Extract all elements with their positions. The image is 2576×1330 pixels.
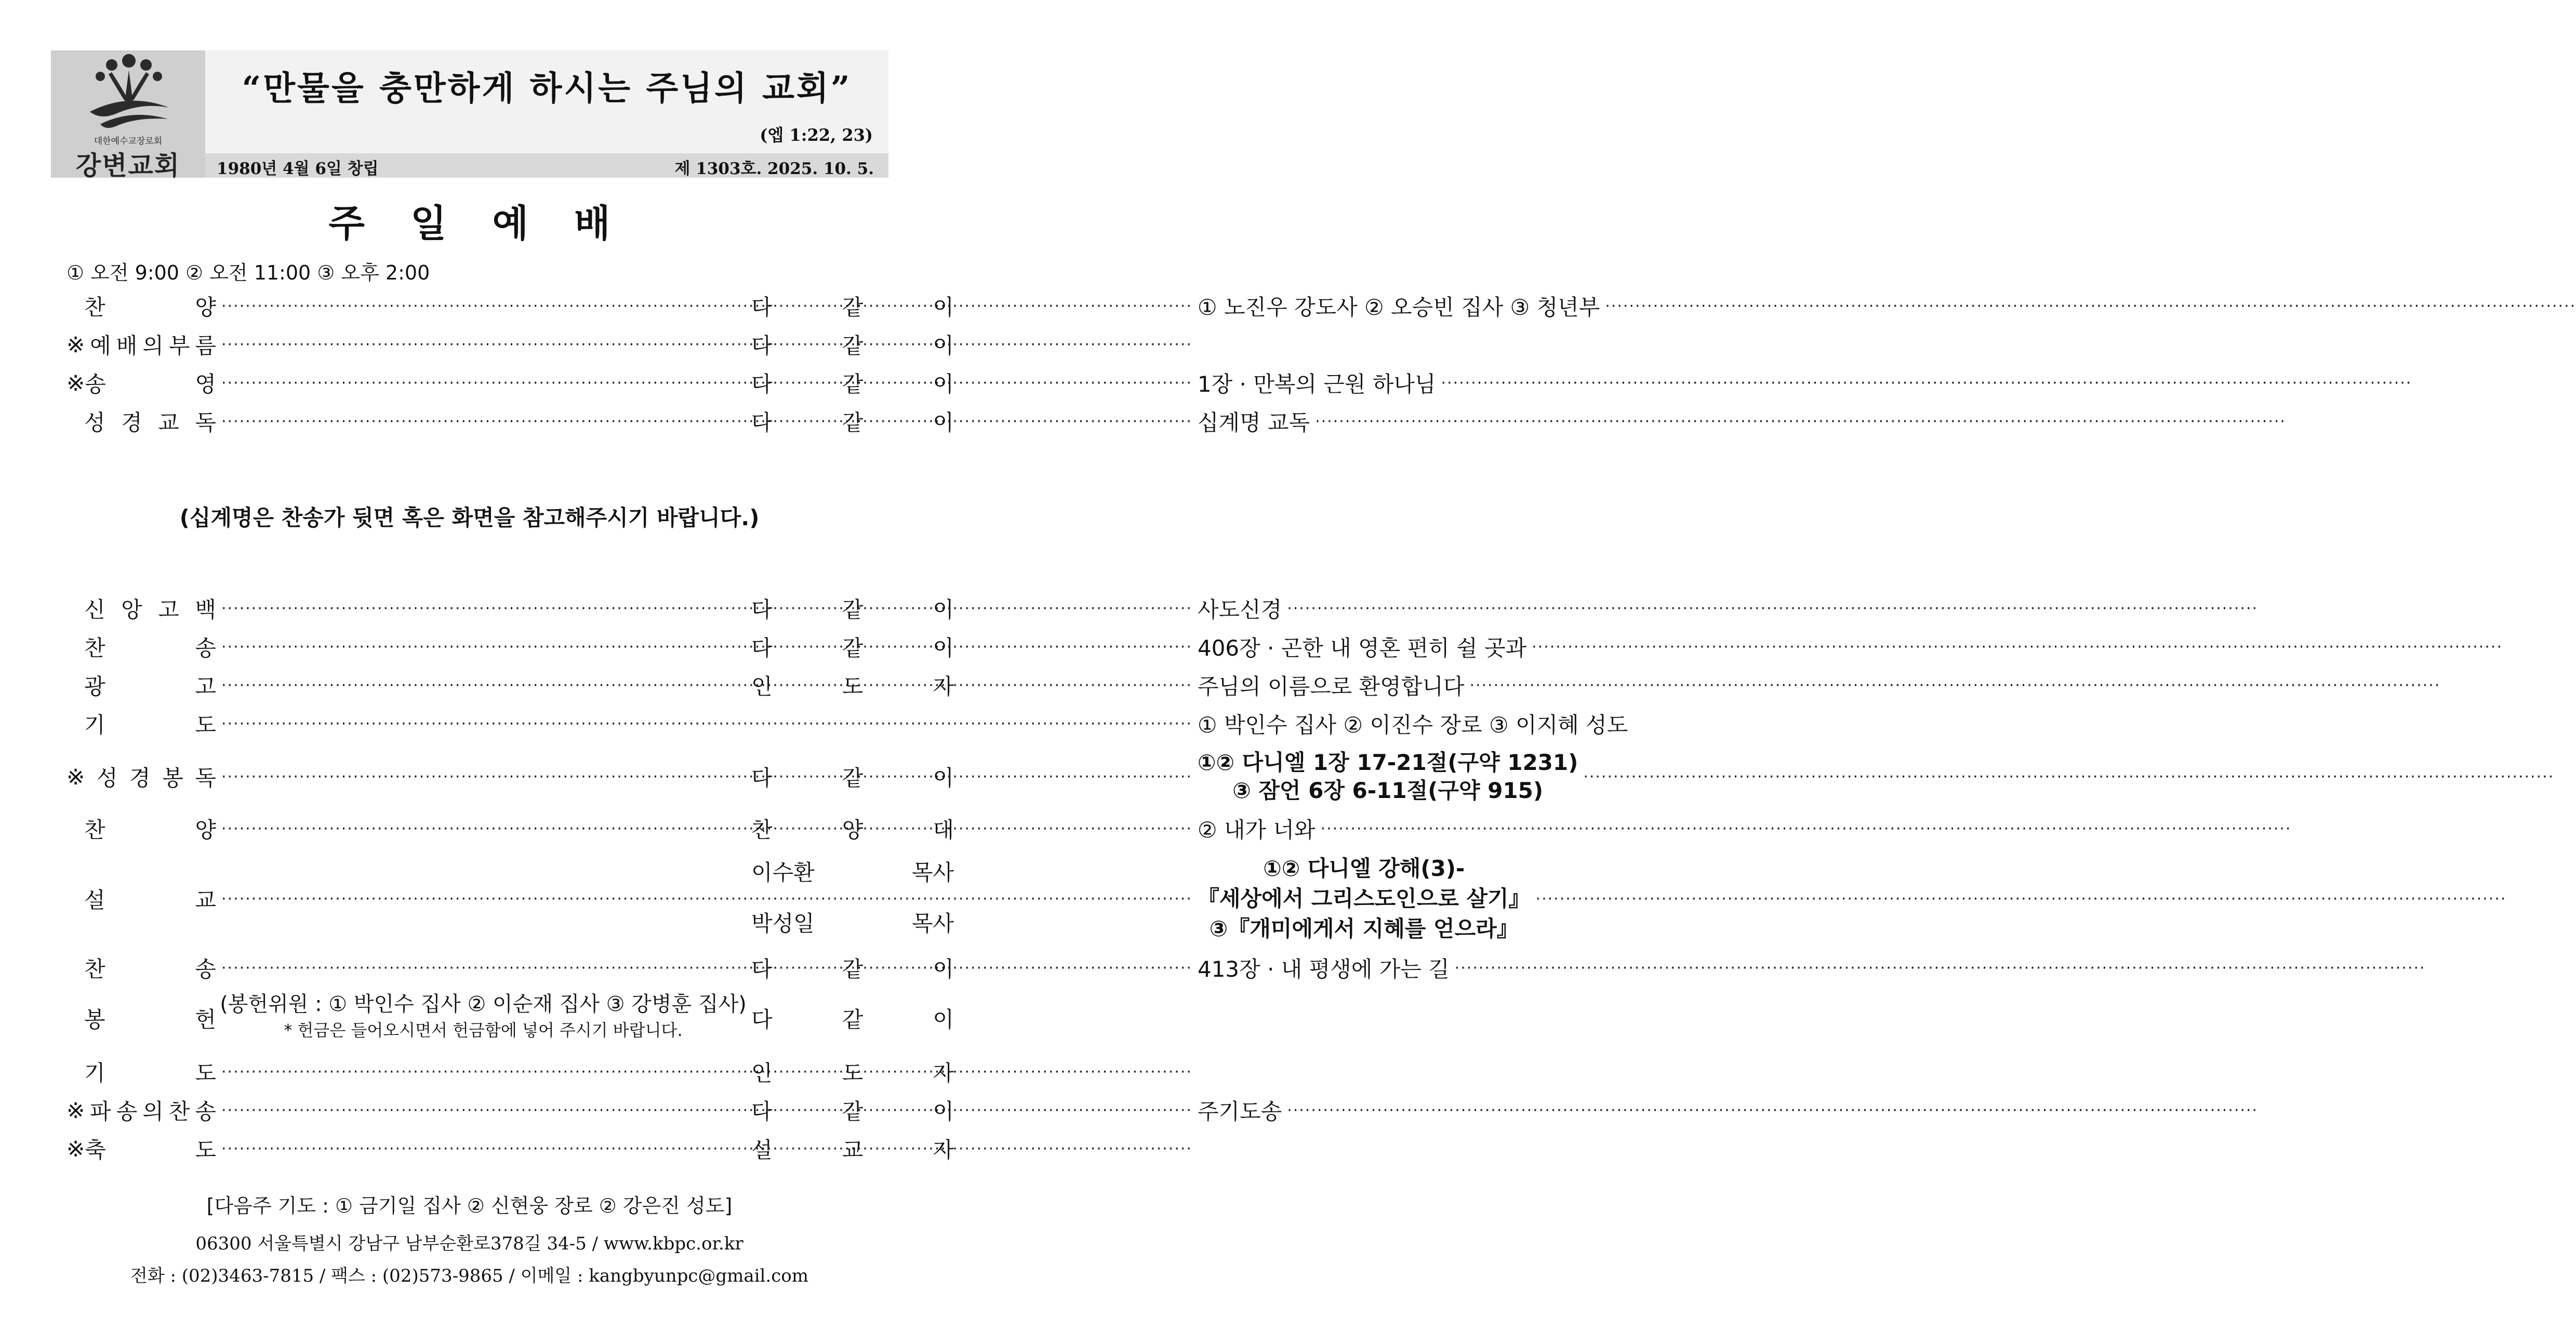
order-label: 봉 헌 (84, 1007, 216, 1032)
leader-dots (221, 405, 1192, 438)
order-row-choir (67, 812, 1316, 845)
order-performer: 다 같 이 (751, 956, 954, 982)
bulletin-header (51, 50, 888, 181)
preacher-1: 이수환 목사 (751, 860, 954, 885)
church-name: 강변교회 (75, 151, 181, 181)
order-label: ※ 축 도 (67, 1136, 216, 1163)
order-detail-text: 주기도송 (1197, 1099, 1282, 1124)
order-label: 성 경 교 독 (84, 410, 216, 435)
order-label: 찬 송 (84, 635, 216, 661)
leader-dots (1315, 405, 2286, 438)
order-row-hymn-1 (67, 630, 1527, 663)
order-row-creed (67, 592, 1282, 625)
order-performer: 다 같 이 (751, 1007, 954, 1032)
church-motto: “만물을 충만하게 하시는 주님의 교회” (242, 69, 852, 108)
order-performer: 찬 양 대 (751, 817, 954, 843)
order-row-anthem-open (67, 289, 1600, 323)
info-band (205, 153, 888, 178)
offering-note: * 헌금은 들어오시면서 헌금함에 넣어 주시기 바랍니다. (284, 1020, 683, 1040)
order-performer: 인 도 자 (751, 1060, 954, 1086)
responsive-mark: ※ (67, 331, 85, 357)
order-performer: 다 같 이 (751, 765, 954, 791)
order-performer: 다 같 이 (751, 1099, 954, 1124)
leader-dots (221, 289, 1192, 323)
order-detail-text: 1장 · 만복의 근원 하나님 (1197, 371, 1436, 397)
founded-date: 1980년 4월 6일 창립 (217, 159, 379, 178)
order-performer: 다 같 이 (751, 295, 954, 320)
order-detail-text: 사도신경 (1197, 597, 1282, 622)
order-detail (221, 1055, 746, 1088)
order-detail-text: 413장 · 내 평생에 가는 길 (1197, 956, 1450, 982)
order-row-sending-hymn (67, 1094, 1282, 1127)
offering-detail (218, 990, 748, 1047)
order-row-doxology (67, 366, 1436, 400)
motto-band (205, 50, 888, 153)
order-row-prayer-2 (67, 1055, 954, 1088)
order-detail-text: ① 노진우 강도사 ② 오승빈 집사 ③ 청년부 (1197, 295, 1600, 320)
leader-dots (1441, 366, 2412, 400)
order-row-benediction (67, 1132, 954, 1165)
order-detail-text: ①② 다니엘 1장 17-21절(구약 1231) ③ 잠언 6장 6-11절(구약 915) (1197, 750, 1578, 803)
order-detail-text: 십계명 교독 (1197, 410, 1310, 435)
order-label: ※ 송 영 (67, 370, 216, 397)
order-detail-text: ① 박인수 집사 ② 이진수 장로 ③ 이지혜 성도 (1197, 712, 1628, 738)
order-detail (221, 1132, 746, 1165)
order-label: 찬 송 (84, 956, 216, 982)
order-row-sermon (67, 855, 1531, 943)
order-performer: 다 같 이 (751, 635, 954, 661)
responsive-mark: ※ (67, 1136, 85, 1162)
sermon-title: ①② 다니엘 강해(3)- 『세상에서 그리스도인으로 살기』 ③『개미에게서 지혜를 얻으라』 (1197, 856, 1531, 941)
next-week-prayer: [다음주 기도 : ① 금기일 집사 ② 신현웅 장로 ② 강은진 성도] (206, 1194, 733, 1217)
responsive-mark: ※ (67, 764, 85, 790)
order-row-call-to-worship (67, 328, 954, 361)
church-contact: 전화 : (02)3463-7815 / 팩스 : (02)573-9865 / 이메일 : kangbyunpc@gmail.com (130, 1266, 808, 1286)
responsive-mark: ※ (67, 1097, 85, 1123)
denomination-label: 대한예수교장로회 (94, 136, 163, 147)
order-performer: 인 도 자 (751, 674, 954, 699)
order-performer: 다 같 이 (751, 597, 954, 622)
order-label: 기 도 (84, 712, 216, 738)
commandments-note: (십계명은 찬송가 뒷면 혹은 화면을 참고해주시기 바랍니다.) (179, 505, 760, 530)
order-row-prayer (67, 707, 1628, 740)
page-title: 주일예배 (328, 202, 656, 245)
church-address: 06300 서울특별시 강남구 남부순환로378길 34-5 / www.kbpc.or.kr (195, 1233, 743, 1254)
order-detail (221, 328, 746, 361)
order-performer: 설 교 자 (751, 1137, 954, 1163)
responsive-mark: ※ (67, 370, 85, 396)
offering-committee: (봉헌위원 : ① 박인수 집사 ② 이순재 집사 ③ 강병훈 집사) (220, 992, 747, 1016)
leader-dots (221, 328, 1192, 361)
order-row-bible-reading (67, 748, 1578, 805)
issue-number: 제 1303호. 2025. 10. 5. (674, 159, 874, 178)
motto-verse: (엡 1:22, 23) (760, 125, 873, 145)
order-label: ※ 성 경 봉 독 (67, 764, 216, 791)
order-performer: 다 같 이 (751, 333, 954, 358)
order-row-scripture-reading (67, 405, 1310, 438)
order-label: 설 교 (84, 887, 216, 913)
order-label: ※ 예 배 의 부 름 (67, 331, 216, 358)
order-performer: 다 같 이 (751, 371, 954, 397)
church-logo (51, 50, 205, 181)
order-label: 찬 양 (84, 295, 216, 320)
tree-logo-icon (79, 50, 178, 134)
order-detail-text: ② 내가 너와 (1197, 817, 1316, 843)
order-detail-text: 주님의 이름으로 환영합니다 (1197, 674, 1465, 699)
order-detail (221, 707, 1628, 740)
order-row-hymn-2 (67, 951, 1450, 985)
service-times: ① 오전 9:00 ② 오전 11:00 ③ 오후 2:00 (67, 261, 430, 284)
order-label: ※ 파 송 의 찬 송 (67, 1097, 216, 1124)
preacher-2: 박성일 목사 (751, 911, 954, 936)
order-detail-text: 406장 · 곤한 내 영혼 편히 쉴 곳과 (1197, 635, 1527, 661)
leader-dots (1605, 289, 2576, 323)
order-label: 신 앙 고 백 (84, 597, 216, 622)
order-label: 광 고 (84, 674, 216, 699)
order-label: 찬 양 (84, 817, 216, 843)
leader-dots (221, 366, 1192, 400)
order-label: 기 도 (84, 1060, 216, 1086)
order-performer: 다 같 이 (751, 410, 954, 435)
order-row-announcements (67, 669, 1465, 702)
order-row-offering (67, 990, 954, 1047)
